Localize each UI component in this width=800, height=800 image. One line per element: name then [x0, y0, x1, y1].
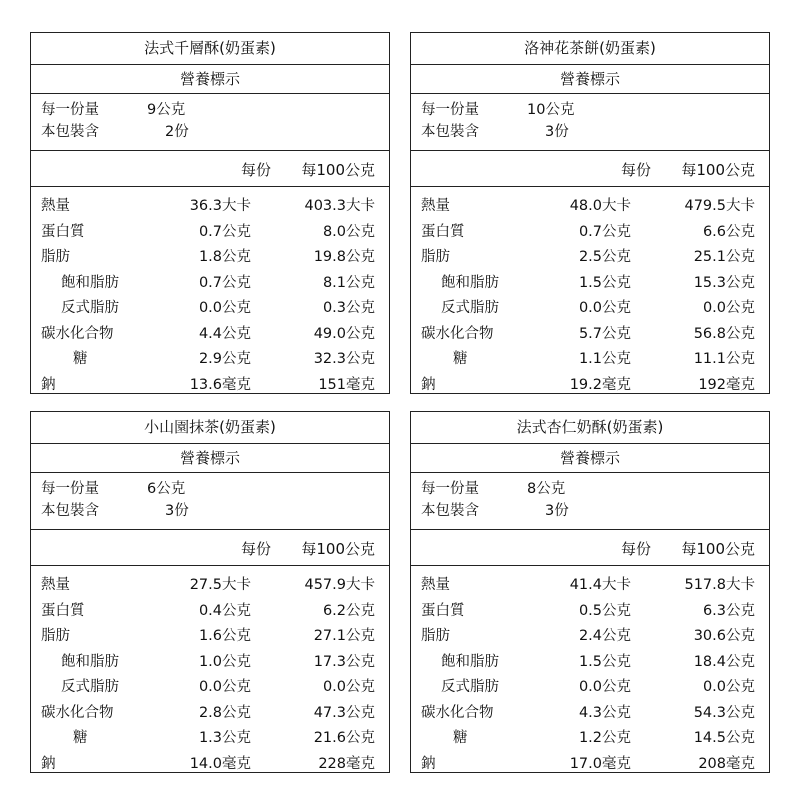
nutrient-per-100g: 517.8大卡	[684, 577, 755, 593]
nutrient-name: 脂肪	[41, 249, 70, 265]
nutrient-per-100g: 0.0公克	[702, 679, 755, 695]
nutrient-name: 蛋白質	[421, 602, 465, 619]
nutrient-per-serving: 36.3大卡	[189, 198, 251, 214]
nutrient-per-serving: 0.0公克	[198, 679, 251, 695]
nutrient-rows	[411, 187, 769, 394]
nutrient-name: 蛋白質	[421, 223, 465, 240]
nutrient-row	[31, 722, 389, 748]
nutrient-per-serving: 2.9公克	[198, 351, 251, 367]
nutrient-name: 反式脂肪	[441, 679, 499, 695]
nutrient-per-100g: 19.8公克	[313, 249, 375, 265]
column-header	[31, 151, 389, 187]
nutrient-name: 飽和脂肪	[441, 274, 499, 291]
nutrient-name: 熱量	[41, 577, 70, 593]
nutrition-panel	[410, 411, 770, 773]
nutrient-name: 蛋白質	[41, 602, 85, 619]
nutrient-row	[31, 343, 389, 369]
nutrient-row	[31, 369, 389, 395]
nutrient-row	[31, 318, 389, 344]
nutrient-row	[31, 267, 389, 293]
nutrient-per-100g: 6.6公克	[702, 223, 755, 240]
nutrient-per-100g: 0.0公克	[702, 300, 755, 316]
col-per-serving: 每份	[620, 540, 651, 558]
nutrient-row	[411, 190, 769, 216]
nutrient-row	[31, 569, 389, 595]
nutrient-rows	[411, 566, 769, 773]
nutrient-per-serving: 41.4大卡	[569, 577, 631, 593]
nutrient-name: 碳水化合物	[41, 704, 114, 721]
nutrient-per-100g: 11.1公克	[693, 351, 755, 367]
col-per-100g: 每100公克	[681, 161, 755, 179]
serving-size-value: 9公克	[147, 102, 186, 118]
nutrient-name: 碳水化合物	[421, 325, 494, 342]
col-per-100g: 每100公克	[301, 540, 375, 558]
serving-size-value: 10公克	[527, 102, 575, 118]
nutrient-per-100g: 151毫克	[318, 376, 375, 393]
nutrient-name: 飽和脂肪	[441, 653, 499, 670]
nutrient-per-serving: 19.2毫克	[569, 376, 631, 393]
nutrient-per-serving: 1.5公克	[578, 274, 631, 291]
serving-info	[411, 94, 769, 151]
nutrient-row	[411, 671, 769, 697]
nutrient-per-100g: 0.3公克	[322, 300, 375, 316]
serving-info	[411, 473, 769, 530]
nutrient-name: 鈉	[421, 755, 436, 772]
nutrient-per-100g: 479.5大卡	[684, 198, 755, 214]
nutrition-heading: 營養標示	[411, 444, 769, 473]
nutrient-row	[411, 722, 769, 748]
nutrient-per-serving: 1.5公克	[578, 653, 631, 670]
nutrient-per-serving: 2.5公克	[578, 249, 631, 265]
nutrient-per-100g: 25.1公克	[693, 249, 755, 265]
nutrient-name: 糖	[453, 351, 468, 367]
nutrient-row	[411, 646, 769, 672]
nutrient-per-100g: 17.3公克	[313, 653, 375, 670]
serving-size-label: 每一份量	[421, 102, 479, 118]
nutrient-per-serving: 48.0大卡	[569, 198, 631, 214]
nutrient-per-serving: 2.8公克	[198, 704, 251, 721]
nutrient-per-serving: 0.7公克	[198, 223, 251, 240]
nutrient-per-100g: 15.3公克	[693, 274, 755, 291]
nutrient-per-100g: 8.0公克	[322, 223, 375, 240]
nutrient-per-serving: 1.6公克	[198, 628, 251, 644]
col-per-serving: 每份	[240, 540, 271, 558]
product-title: 小山園抹茶(奶蛋素)	[31, 412, 389, 444]
nutrient-row	[411, 369, 769, 395]
product-title: 洛神花茶餅(奶蛋素)	[411, 33, 769, 65]
servings-per-pack-value: 2份	[165, 124, 189, 140]
nutrient-per-serving: 17.0毫克	[569, 755, 631, 772]
nutrient-name: 熱量	[41, 198, 70, 214]
column-header	[411, 151, 769, 187]
nutrient-row	[31, 671, 389, 697]
nutrient-per-serving: 0.5公克	[578, 602, 631, 619]
nutrient-per-100g: 30.6公克	[693, 628, 755, 644]
nutrient-row	[411, 697, 769, 723]
nutrient-row	[31, 697, 389, 723]
nutrient-row	[411, 216, 769, 242]
nutrient-row	[31, 646, 389, 672]
nutrient-per-serving: 0.0公克	[578, 300, 631, 316]
nutrient-per-serving: 0.7公克	[578, 223, 631, 240]
nutrient-per-serving: 14.0毫克	[189, 755, 251, 772]
nutrient-row	[31, 190, 389, 216]
nutrient-per-100g: 27.1公克	[313, 628, 375, 644]
nutrient-per-100g: 0.0公克	[322, 679, 375, 695]
nutrient-per-serving: 5.7公克	[578, 325, 631, 342]
nutrient-name: 脂肪	[421, 628, 450, 644]
nutrient-name: 鈉	[41, 376, 56, 393]
nutrient-per-serving: 1.3公克	[198, 730, 251, 746]
nutrient-per-serving: 0.0公克	[198, 300, 251, 316]
nutrient-row	[31, 216, 389, 242]
column-header	[411, 530, 769, 566]
nutrient-per-100g: 228毫克	[318, 755, 375, 772]
nutrient-row	[411, 343, 769, 369]
serving-info	[31, 94, 389, 151]
col-per-serving: 每份	[240, 161, 271, 179]
serving-size-label: 每一份量	[41, 102, 99, 118]
nutrient-name: 糖	[73, 351, 88, 367]
nutrient-per-serving: 27.5大卡	[189, 577, 251, 593]
nutrient-per-100g: 18.4公克	[693, 653, 755, 670]
nutrient-per-100g: 54.3公克	[693, 704, 755, 721]
nutrient-per-100g: 6.3公克	[702, 602, 755, 619]
product-title: 法式千層酥(奶蛋素)	[31, 33, 389, 65]
nutrient-per-100g: 32.3公克	[313, 351, 375, 367]
nutrient-row	[31, 620, 389, 646]
nutrient-per-100g: 56.8公克	[693, 325, 755, 342]
nutrition-panel	[30, 32, 390, 394]
nutrient-per-100g: 208毫克	[698, 755, 755, 772]
nutrition-heading: 營養標示	[31, 444, 389, 473]
nutrition-heading: 營養標示	[411, 65, 769, 94]
nutrient-name: 脂肪	[421, 249, 450, 265]
nutrient-per-100g: 457.9大卡	[304, 577, 375, 593]
nutrient-name: 熱量	[421, 198, 450, 214]
nutrient-rows	[31, 187, 389, 394]
nutrient-per-100g: 192毫克	[698, 376, 755, 393]
nutrient-name: 熱量	[421, 577, 450, 593]
col-per-serving: 每份	[620, 161, 651, 179]
nutrient-row	[31, 595, 389, 621]
servings-per-pack-label: 本包裝含	[421, 124, 479, 140]
nutrient-rows	[31, 566, 389, 773]
nutrient-name: 飽和脂肪	[61, 274, 119, 291]
nutrient-per-100g: 6.2公克	[322, 602, 375, 619]
nutrient-per-serving: 0.4公克	[198, 602, 251, 619]
servings-per-pack-value: 3份	[165, 503, 189, 519]
col-per-100g: 每100公克	[301, 161, 375, 179]
serving-info	[31, 473, 389, 530]
serving-size-value: 6公克	[147, 481, 186, 497]
nutrient-row	[31, 748, 389, 774]
serving-size-label: 每一份量	[41, 481, 99, 497]
nutrient-row	[411, 595, 769, 621]
nutrient-name: 反式脂肪	[61, 300, 119, 316]
nutrient-name: 鈉	[421, 376, 436, 393]
nutrient-per-100g: 8.1公克	[322, 274, 375, 291]
servings-per-pack-label: 本包裝含	[421, 503, 479, 519]
nutrient-per-serving: 1.1公克	[578, 351, 631, 367]
nutrient-name: 碳水化合物	[41, 325, 114, 342]
nutrient-name: 反式脂肪	[441, 300, 499, 316]
nutrient-name: 脂肪	[41, 628, 70, 644]
servings-per-pack-value: 3份	[545, 503, 569, 519]
nutrient-name: 碳水化合物	[421, 704, 494, 721]
product-title: 法式杏仁奶酥(奶蛋素)	[411, 412, 769, 444]
nutrient-per-serving: 1.0公克	[198, 653, 251, 670]
servings-per-pack-label: 本包裝含	[41, 503, 99, 519]
serving-size-value: 8公克	[527, 481, 566, 497]
nutrient-name: 糖	[73, 730, 88, 746]
nutrient-per-serving: 1.8公克	[198, 249, 251, 265]
nutrient-row	[411, 569, 769, 595]
nutrient-per-serving: 4.3公克	[578, 704, 631, 721]
nutrient-per-100g: 21.6公克	[313, 730, 375, 746]
nutrient-per-serving: 1.2公克	[578, 730, 631, 746]
nutrition-panel	[30, 411, 390, 773]
nutrient-row	[31, 241, 389, 267]
nutrient-row	[411, 241, 769, 267]
nutrient-row	[31, 292, 389, 318]
nutrient-per-100g: 47.3公克	[313, 704, 375, 721]
nutrient-row	[411, 318, 769, 344]
col-per-100g: 每100公克	[681, 540, 755, 558]
nutrient-row	[411, 748, 769, 774]
nutrient-per-serving: 0.0公克	[578, 679, 631, 695]
nutrient-name: 反式脂肪	[61, 679, 119, 695]
nutrition-heading: 營養標示	[31, 65, 389, 94]
nutrient-per-serving: 13.6毫克	[189, 376, 251, 393]
nutrient-row	[411, 267, 769, 293]
nutrient-per-100g: 49.0公克	[313, 325, 375, 342]
column-header	[31, 530, 389, 566]
nutrient-per-100g: 14.5公克	[693, 730, 755, 746]
nutrient-row	[411, 620, 769, 646]
nutrition-panel	[410, 32, 770, 394]
serving-size-label: 每一份量	[421, 481, 479, 497]
servings-per-pack-value: 3份	[545, 124, 569, 140]
nutrient-per-100g: 403.3大卡	[304, 198, 375, 214]
nutrient-row	[411, 292, 769, 318]
nutrient-per-serving: 4.4公克	[198, 325, 251, 342]
servings-per-pack-label: 本包裝含	[41, 124, 99, 140]
nutrient-per-serving: 2.4公克	[578, 628, 631, 644]
nutrient-name: 鈉	[41, 755, 56, 772]
nutrient-name: 蛋白質	[41, 223, 85, 240]
nutrient-name: 飽和脂肪	[61, 653, 119, 670]
nutrient-name: 糖	[453, 730, 468, 746]
nutrient-per-serving: 0.7公克	[198, 274, 251, 291]
